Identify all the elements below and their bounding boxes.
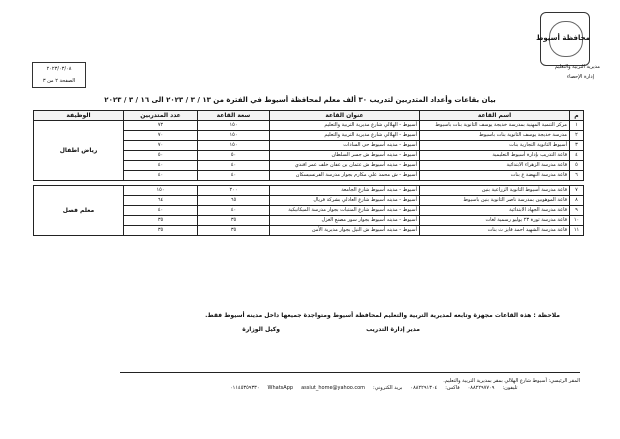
fax-value: ٠٨٨٢٢٩١٣٠٤	[410, 385, 438, 391]
phone-label: تليفون:	[502, 385, 518, 391]
cell-index: ١٠	[570, 216, 584, 226]
halls-table	[33, 110, 584, 236]
header-line2: إدارة الإحصاء	[566, 74, 594, 80]
cell-hall-name: قاعة مدرسة النهضة ع بنات	[420, 171, 570, 181]
col-header-hall-name: اسم القاعة	[420, 111, 570, 121]
cell-capacity: ٦٥	[198, 196, 270, 206]
cell-address: أسيوط - ش محمد علي مكارم بجوار مدرسة الفرنسيسكان	[270, 171, 420, 181]
page-number: الصفحة ٢ من ٣	[42, 78, 76, 84]
cell-hall-name: قاعة مدرسة الزهراء الابتدائية	[420, 161, 570, 171]
cell-hall-name: مركز التنمية المهنية بمدرسة خديجة يوسف الثانوية بنات باسيوط	[420, 121, 570, 131]
cell-hall-name: قاعة مدرسة أسيوط الثانوية الزراعية بنين	[420, 186, 570, 196]
cell-address: أسيوط - الهلالي شارع مديرية التربية والتعليم	[270, 121, 420, 131]
cell-hall-name: أسيوط الثانوية التجارية بنات	[420, 141, 570, 151]
document-title: بيان بقاعات وأعداد المتدربين لتدريب ٣٠ ألف معلم لمحافظة أسيوط في الفترة من ١٣ / ٣ / ٢٠٢٣ الى ١٦ / ٣ / ٢٠٢٣	[104, 96, 496, 104]
footer-contacts	[230, 385, 518, 391]
footer-address: المقر الرئيسي: أسيوط شارع الهلالي بمقر بمديرية التربية والتعليم.	[443, 378, 580, 384]
cell-address: أسيوط - مدينه أسيوط شارع الجامعة	[270, 186, 420, 196]
table-row	[34, 121, 584, 131]
signature-manager: مدير إدارة التدريب	[366, 326, 420, 333]
cell-capacity: ٢٠٠	[198, 186, 270, 196]
email-label: بريد الكتروني:	[373, 385, 403, 391]
fax-label: فاكس:	[445, 385, 460, 391]
cell-trainees: ٤٠	[124, 206, 198, 216]
cell-index: ٣	[570, 141, 584, 151]
cell-hall-name: قاعة الموهوبين بمدرسة ناصر الثانوية بنين باسيوط	[420, 196, 570, 206]
cell-trainees: ٣٥	[124, 216, 198, 226]
cell-address: أسيوط - مدينه أسيوط ش النيل بجوار مديرية الأمن	[270, 226, 420, 236]
cell-address: أسيوط - الهلالي شارع مديرية التربية والتعليم	[270, 131, 420, 141]
footer-divider	[120, 372, 580, 373]
phone-value: ٠٨٨٢٢٩٧٧٠٩	[467, 385, 495, 391]
cell-trainees: ٧٢	[124, 121, 198, 131]
cell-trainees: ٥٠	[124, 151, 198, 161]
cell-index: ١	[570, 121, 584, 131]
col-header-address: عنوان القاعة	[270, 111, 420, 121]
header-title: محافظة أسيوط	[536, 34, 590, 42]
cell-trainees: ٣٥	[124, 226, 198, 236]
col-header-trainees: عدد المتدربين	[124, 111, 198, 121]
cell-trainees: ٦٤	[124, 196, 198, 206]
cell-hall-name: قاعة التدريب بإدارة أسيوط التعليمية	[420, 151, 570, 161]
cell-trainees: ٤٠	[124, 171, 198, 181]
cell-hall-name: مدرسة خديجة يوسف الثانوية بنات باسيوط	[420, 131, 570, 141]
cell-hall-name: قاعة مدرسة ثورة ٢٣ يوليو رسمية لغات	[420, 216, 570, 226]
cell-capacity: ٣٥	[198, 226, 270, 236]
cell-hall-name: قاعة مدرسة الشهيد احمد فايز ث بنات	[420, 226, 570, 236]
cell-index: ١١	[570, 226, 584, 236]
signature-deputy: وكيل الوزارة	[242, 326, 280, 333]
cell-address: أسيوط - مدينه أسيوط حى السادات	[270, 141, 420, 151]
cell-index: ٤	[570, 151, 584, 161]
cell-job: رياض اطفال	[34, 121, 124, 181]
cell-index: ٧	[570, 186, 584, 196]
cell-index: ٩	[570, 206, 584, 216]
cell-capacity: ٣٥	[198, 216, 270, 226]
cell-trainees: ٧٠	[124, 141, 198, 151]
cell-trainees: ١٥٠	[124, 186, 198, 196]
cell-index: ٥	[570, 161, 584, 171]
cell-trainees: ٤٠	[124, 161, 198, 171]
table-row	[34, 186, 584, 196]
col-header-job: الوظيفة	[34, 111, 124, 121]
cell-capacity: ١٥٠	[198, 121, 270, 131]
cell-index: ٦	[570, 171, 584, 181]
cell-capacity: ١٥٠	[198, 131, 270, 141]
document-date: ٢٠٢٣/٠٣/٠٨	[46, 66, 72, 72]
cell-capacity: ١٥٠	[198, 141, 270, 151]
table-header-row	[34, 111, 584, 121]
header-line1: مديرية التربية والتعليم	[554, 64, 600, 70]
whatsapp-label: WhatsApp	[267, 385, 294, 391]
cell-address: أسيوط - مدينه أسيوط شارع المنتبات بجوار مدرسة الميكانيكية	[270, 206, 420, 216]
whatsapp-value: ٠١١٤٥٣٥٩٣٣٠	[230, 385, 260, 391]
note: ملاحظة : هذه القاعات مجهزة وتابعه لمديرية التربية والتعليم لمحافظة أسيوط ومتواجدة جميعها داخل مدينه أسيوط فقط.	[205, 312, 560, 319]
cell-address: أسيوط - مدينه أسيوط ش جسر السلطان	[270, 151, 420, 161]
col-header-index: م	[570, 111, 584, 121]
date-box	[32, 62, 86, 88]
cell-address: أسيوط - مدينه أسيوط ش عثمان بن عفان خلف عمر افندي	[270, 161, 420, 171]
cell-address: أسيوط - مدينه أسيوط بجوار سور مصنع الغزل	[270, 216, 420, 226]
cell-index: ٢	[570, 131, 584, 141]
cell-trainees: ٧٠	[124, 131, 198, 141]
cell-capacity: ٤٠	[198, 171, 270, 181]
cell-capacity: ٥٠	[198, 151, 270, 161]
cell-index: ٨	[570, 196, 584, 206]
cell-job: معلم فصل	[34, 186, 124, 236]
email-value[interactable]: assiut_home@yahoo.com	[301, 385, 366, 391]
cell-address: أسيوط - مدينه أسيوط شارع العادلي بشركة فريال	[270, 196, 420, 206]
cell-capacity: ٤٠	[198, 206, 270, 216]
cell-capacity: ٤٠	[198, 161, 270, 171]
cell-hall-name: قاعة مدرسة الجهاد الابتدائية	[420, 206, 570, 216]
col-header-capacity: سعة القاعة	[198, 111, 270, 121]
